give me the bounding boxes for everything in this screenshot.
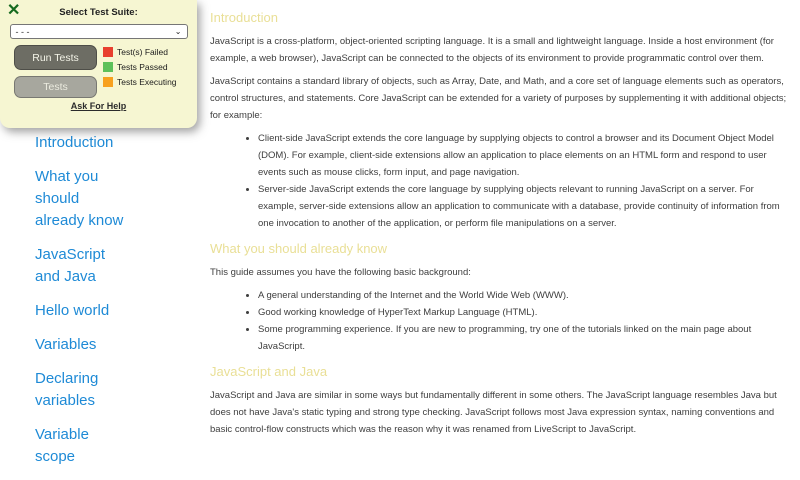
sidebar-item-variable-scope[interactable]: Variable scope — [35, 426, 89, 465]
section-heading: JavaScript and Java — [210, 364, 328, 379]
bullet-item: • Server-side JavaScript extends the core language by supplying objects relevant to running JavaScript on a server. For example, server-side extensions allow an application to communicate with a database, provide continuity of information from one invocation to another of the application, or perform file manipulations on a server. — [258, 181, 792, 232]
passed-color-swatch — [103, 62, 113, 72]
test-suite-label: Select Test Suite: — [59, 7, 138, 18]
section-introduction — [210, 9, 792, 232]
test-suite-select[interactable] — [10, 24, 188, 39]
legend-row-failed — [103, 47, 177, 57]
failed-color-swatch — [103, 47, 113, 57]
bullet-item: • Some programming experience. If you are new to programming, try one of the tutorials linked on the main page about JavaScript. — [258, 321, 792, 355]
content-area — [210, 0, 792, 438]
bullet-item: • A general understanding of the Internet and the World Wide Web (WWW). — [258, 287, 792, 304]
section-javascript-and-java — [210, 363, 792, 438]
bullet-item: • Good working knowledge of HyperText Markup Language (HTML). — [258, 304, 792, 321]
sidebar-item-hello-world[interactable]: Hello world — [35, 302, 110, 319]
sidebar-item-variables[interactable]: Variables — [35, 336, 97, 353]
test-suite-selected-value: - - - — [15, 26, 30, 37]
sidebar-item-declaring-variables[interactable]: Declaring variables — [35, 370, 99, 409]
legend-row-executing — [103, 77, 177, 87]
executing-color-swatch — [103, 77, 113, 87]
sidebar-item-javascript-and-java[interactable]: JavaScript and Java — [35, 246, 106, 285]
sidebar-item-what-you-should-already-know[interactable]: What you should already know — [35, 168, 124, 229]
test-status-legend — [103, 45, 177, 98]
bullet-list — [210, 287, 792, 355]
section-heading: Introduction — [210, 10, 278, 25]
sidebar-item-introduction[interactable]: Introduction — [35, 134, 114, 151]
legend-label-failed: Test(s) Failed — [117, 47, 169, 57]
legend-label-passed: Tests Passed — [117, 62, 168, 72]
legend-label-executing: Tests Executing — [117, 77, 177, 87]
run-tests-button[interactable]: Run Tests — [14, 45, 97, 70]
chevron-down-icon: ⌄ — [174, 26, 182, 36]
paragraph: This guide assumes you have the following basic background: — [210, 267, 471, 278]
bullet-list — [210, 130, 792, 232]
close-icon[interactable]: ✕ — [7, 2, 21, 19]
paragraph: JavaScript contains a standard library of objects, such as Array, Date, and Math, and a core set of language elements such as operators, control structures, and statements. Core JavaScript can be extended for a variety of purposes by supplementing it with additional objects; for example: — [210, 76, 787, 121]
bullet-item: • Client-side JavaScript extends the core language by supplying objects to control a browser and its Document Object Model (DOM). For example, client-side extensions allow an application to place elements on an HTML form and respond to user events such as mouse clicks, form input, and page navigation. — [258, 130, 792, 181]
paragraph: JavaScript is a cross-platform, object-oriented scripting language. It is a small and lightweight language. Inside a host environment (for example, a web browser), JavaScript can be connected to the objects of its environment to provide programmatic control over them. — [210, 36, 774, 64]
sidebar-nav — [35, 132, 127, 480]
ask-for-help-link[interactable]: Ask For Help — [70, 101, 127, 111]
section-heading: What you should already know — [210, 241, 388, 256]
test-runner-panel — [0, 0, 197, 128]
paragraph: JavaScript and Java are similar in some ways but fundamentally different in some others. The JavaScript language resembles Java but does not have Java's static typing and strong type checking. JavaScript follows most Java expression syntax, naming conventions and basic control-flow constructs which was the reason why it was renamed from LiveScript to JavaScript. — [210, 390, 777, 435]
section-what-you-should-already-know — [210, 240, 792, 355]
legend-row-passed — [103, 62, 177, 72]
tests-button[interactable]: Tests — [14, 76, 97, 98]
